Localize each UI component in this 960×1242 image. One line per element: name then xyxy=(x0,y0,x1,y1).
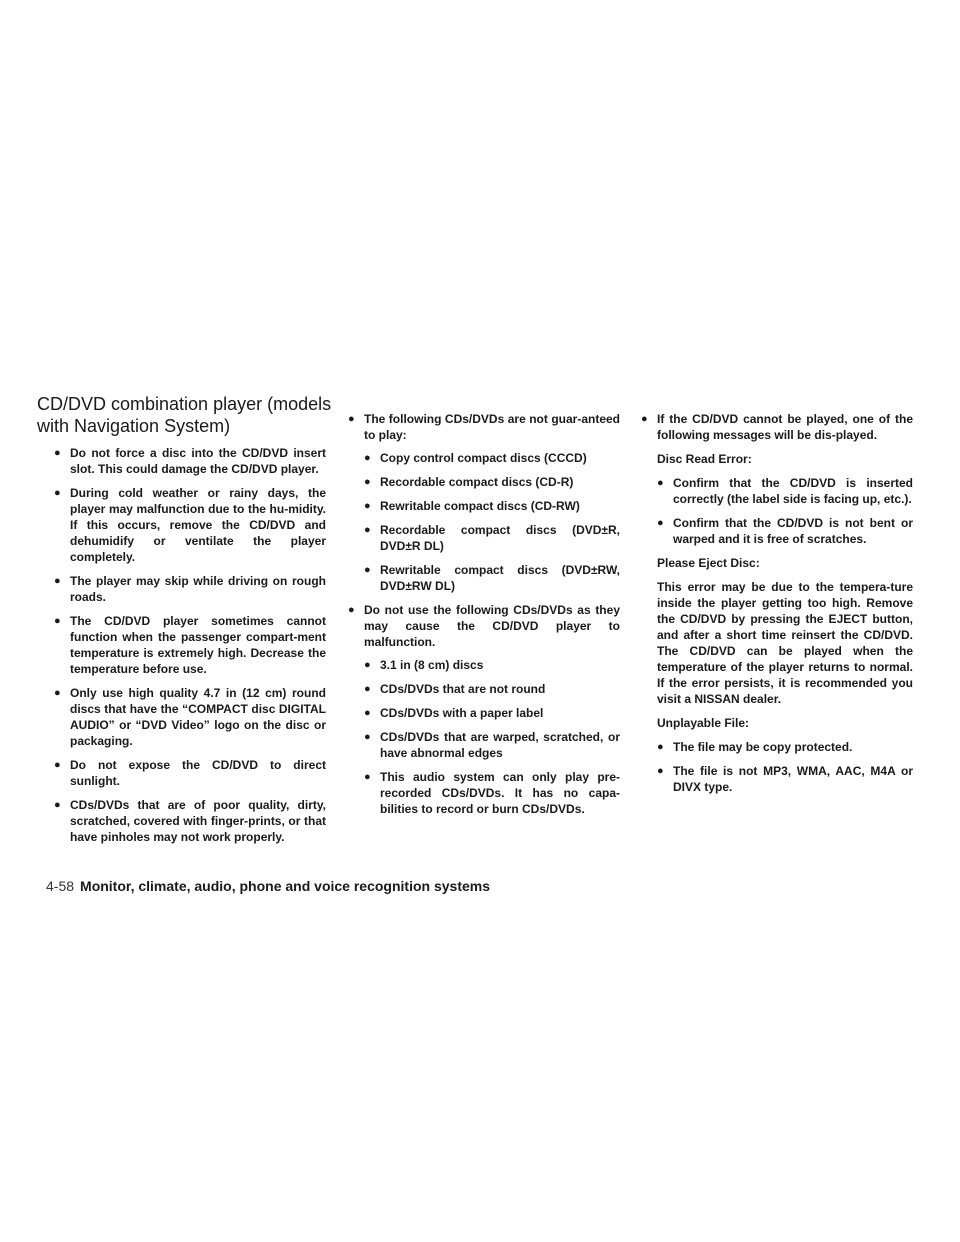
list-item: ● If the CD/DVD cannot be played, one of the following messages will be dis-played. xyxy=(641,412,913,442)
list-item: ● CDs/DVDs that are of poor quality, dirty, scratched, covered with finger-prints, or that have pinholes may not work properly. xyxy=(54,798,326,844)
list-item: ● The player may skip while driving on rough roads. xyxy=(54,574,326,604)
sub-list-item: ● Recordable compact discs (DVD±R, DVD±R DL) xyxy=(364,523,620,553)
unplayable-file-block xyxy=(633,739,913,795)
sub-list-item: ● Confirm that the CD/DVD is not bent or warped and it is free of scratches. xyxy=(657,516,913,546)
footer-section-title: Monitor, climate, audio, phone and voice recognition systems xyxy=(80,878,490,894)
bullet-icon: ● xyxy=(54,447,61,459)
sub-list xyxy=(657,475,913,547)
unplayable-file-label: Unplayable File: xyxy=(657,716,750,730)
sub-list-item: ● CDs/DVDs that are not round xyxy=(364,682,546,696)
sub-list-item: ● Recordable compact discs (CD-R) xyxy=(364,475,574,489)
page-footer xyxy=(46,878,490,894)
sub-list-item: ● This audio system can only play pre-recorded CDs/DVDs. It has no capa-bilities to record or burn CDs/DVDs. xyxy=(364,770,620,816)
precautions-list xyxy=(46,445,326,845)
sub-list xyxy=(364,450,620,594)
disc-read-error-block xyxy=(633,475,913,547)
bullet-icon: ● xyxy=(54,759,61,771)
bullet-icon: ● xyxy=(54,687,61,699)
bullet-icon: ● xyxy=(364,500,371,512)
bullet-icon: ● xyxy=(364,476,371,488)
sub-list-item: ● Rewritable compact discs (DVD±RW, DVD±RW DL) xyxy=(364,563,620,593)
disc-read-error-label: Disc Read Error: xyxy=(657,452,752,466)
column-3 xyxy=(633,411,913,803)
bullet-icon: ● xyxy=(364,659,371,671)
bullet-icon: ● xyxy=(364,683,371,695)
sub-list-item: ● 3.1 in (8 cm) discs xyxy=(364,658,484,672)
bullet-icon: ● xyxy=(364,452,371,464)
sub-list-item: ● The file is not MP3, WMA, AAC, M4A or DIVX type. xyxy=(657,764,913,794)
bullet-icon: ● xyxy=(657,517,664,529)
column-2 xyxy=(340,411,620,825)
sub-list-item: ● Rewritable compact discs (CD-RW) xyxy=(364,499,580,513)
sub-list xyxy=(364,657,620,817)
bullet-icon: ● xyxy=(364,771,371,783)
bullet-icon: ● xyxy=(348,604,355,616)
eject-disc-text: This error may be due to the tempera-ture inside the player getting too high. Remove the CD/DVD by pressing the EJECT button, and after a short time reinsert the CD/DVD. The CD/DVD can be played when the temperature of the player returns to normal. If the error persists, it is recommended you visit a NISSAN dealer. xyxy=(657,580,913,706)
list-item: ● During cold weather or rainy days, the player may malfunction due to the hu-midity. If this occurs, remove the CD/DVD and dehumidify or ventilate the player completely. xyxy=(54,486,326,564)
bullet-icon: ● xyxy=(364,731,371,743)
list-item: ● The CD/DVD player sometimes cannot function when the passenger compart-ment temperature is extremely high. Decrease the temperature before use. xyxy=(54,614,326,676)
disc-types-list xyxy=(340,411,620,817)
bullet-icon: ● xyxy=(54,799,61,811)
list-item: ● Do not force a disc into the CD/DVD insert slot. This could damage the CD/DVD player. xyxy=(54,446,326,476)
list-item: ● Only use high quality 4.7 in (12 cm) round discs that have the “COMPACT disc DIGITAL AUDIO” or “DVD Video” logo on the disc or packaging. xyxy=(54,686,326,748)
bullet-icon: ● xyxy=(54,575,61,587)
list-item: ● The following CDs/DVDs are not guar-anteed to play: ● Copy control compact discs (CCCD) ● Recordable compact discs (CD-R) ● Rewritable compact discs (CD-RW) ● Recordable compact discs (DVD±R, DVD±R DL) ● Rewritable compact discs (DVD±RW, DVD±RW DL) xyxy=(348,412,620,593)
bullet-icon: ● xyxy=(364,524,371,536)
sub-list-item: ● CDs/DVDs with a paper label xyxy=(364,706,544,720)
bullet-icon: ● xyxy=(657,741,664,753)
bullet-icon: ● xyxy=(657,477,664,489)
bullet-icon: ● xyxy=(364,564,371,576)
section-heading: CD/DVD combination player (models with Navigation System) xyxy=(37,394,332,436)
column-1 xyxy=(37,393,332,853)
sub-list-item: ● The file may be copy protected. xyxy=(657,740,853,754)
bullet-icon: ● xyxy=(364,707,371,719)
list-item: ● Do not expose the CD/DVD to direct sunlight. xyxy=(54,758,326,788)
sub-list-item: ● Confirm that the CD/DVD is inserted correctly (the label side is facing up, etc.). xyxy=(657,476,913,506)
page-number: 4-58 xyxy=(46,878,75,894)
sub-list-item: ● CDs/DVDs that are warped, scratched, or have abnormal edges xyxy=(364,730,620,760)
bullet-icon: ● xyxy=(348,413,355,425)
bullet-icon: ● xyxy=(54,487,61,499)
bullet-icon: ● xyxy=(657,765,664,777)
sub-list xyxy=(657,739,913,795)
bullet-icon: ● xyxy=(54,615,61,627)
error-messages-list xyxy=(633,411,913,443)
sub-list-item: ● Copy control compact discs (CCCD) xyxy=(364,451,587,465)
list-item: ● Do not use the following CDs/DVDs as they may cause the CD/DVD player to malfunction. ● 3.1 in (8 cm) discs ● CDs/DVDs that are not round ● CDs/DVDs with a paper label ● CDs/DVDs that are warped, scratched, or have abnormal edges ● This audio system can only play pre-recorded CDs/DVDs. It has no capa-bilities to record or burn CDs/DVDs. xyxy=(348,603,620,816)
bullet-icon: ● xyxy=(641,413,648,425)
eject-disc-label: Please Eject Disc: xyxy=(657,556,760,570)
